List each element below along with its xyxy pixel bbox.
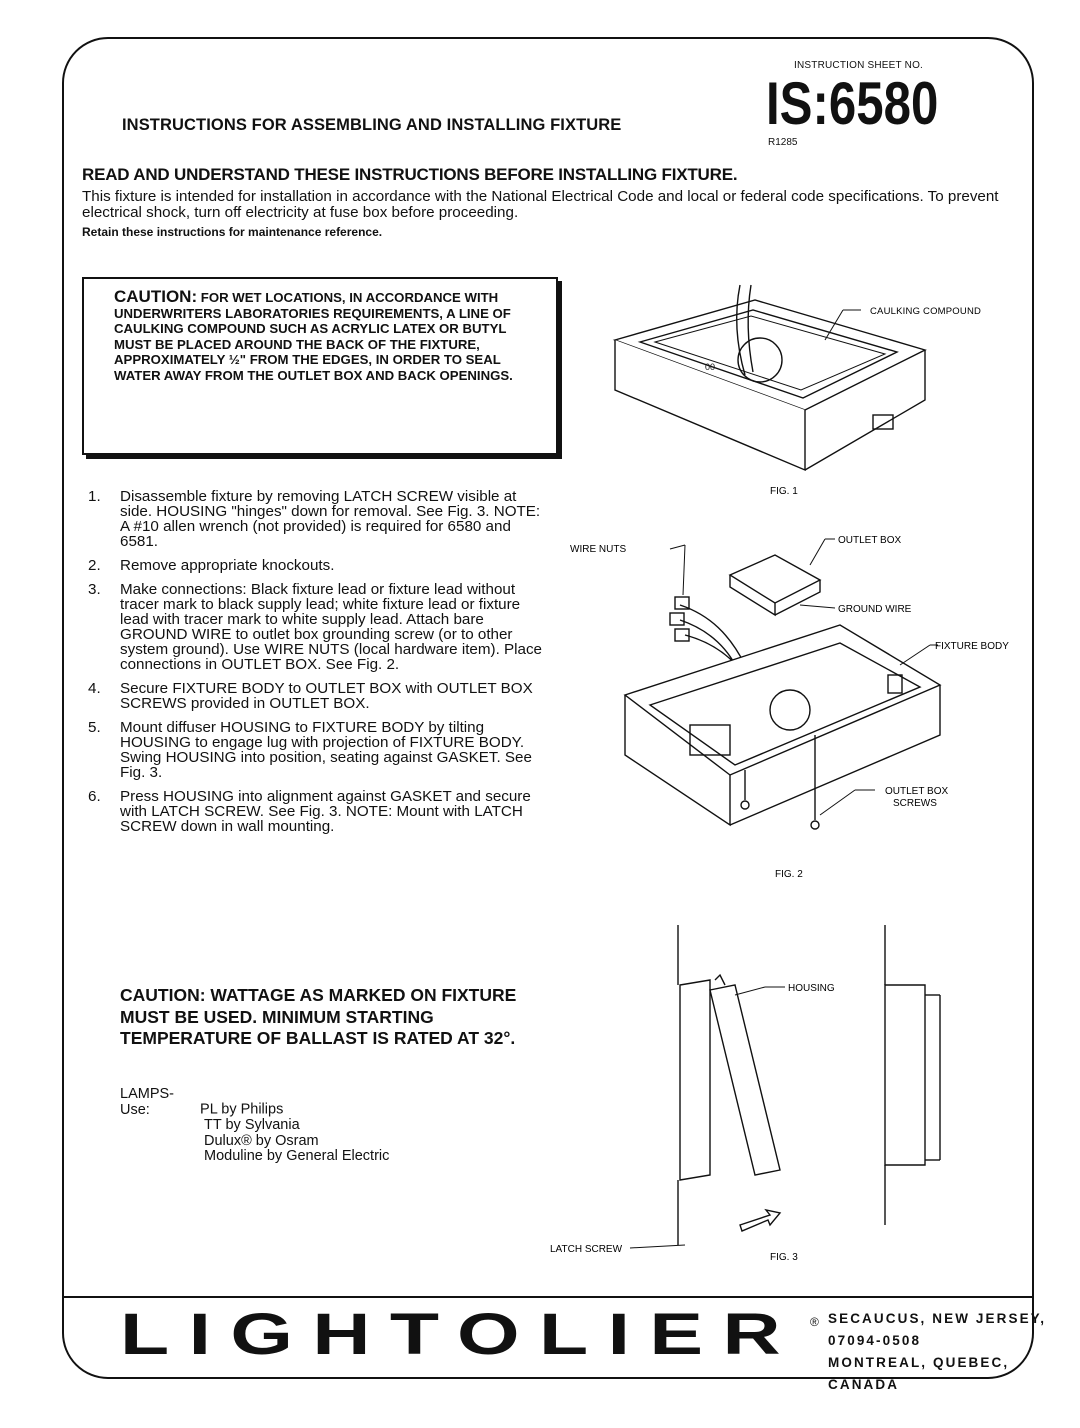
caution-box-text: [114, 289, 544, 383]
lamp-item: TT by Sylvania: [204, 1117, 300, 1133]
figure-1: [585, 280, 1030, 495]
figure-3: [530, 925, 960, 1275]
step-text: Make connections: Black fixture lead or fixture lead without tracer mark to black supply lead; white fixture lead or fixture lead with tracer mark to white supply lead. Attach bare GROUND WIRE to outlet box grounding screw (or to other system ground). Use WIRE NUTS (local hardware item). Place connections in OUTLET BOX. See Fig. 2.: [120, 581, 542, 673]
fixture-body-label: FIXTURE BODY: [935, 641, 1009, 652]
step-text: Press HOUSING into alignment against GASKET and secure with LATCH SCREW. See Fig. 3. NOTE: Mount with LATCH SCREW down in wall mounting.: [120, 788, 531, 835]
svg-text:00: 00: [705, 362, 716, 372]
footer-divider: [62, 1296, 1034, 1298]
ground-wire-label: GROUND WIRE: [838, 604, 912, 615]
sheet-number-label: INSTRUCTION SHEET NO.: [794, 60, 924, 71]
company-address: [828, 1308, 1080, 1396]
fig1-caption: FIG. 1: [770, 486, 798, 495]
outlet-box-label: OUTLET BOX: [838, 535, 902, 546]
lamp-item: PL by Philips: [200, 1101, 284, 1118]
step-item: [88, 681, 548, 711]
step-number: 6.: [88, 788, 101, 805]
steps-list: [88, 489, 548, 843]
lamp-item: Moduline by General Electric: [204, 1148, 390, 1164]
fig3-caption: FIG. 3: [770, 1252, 798, 1263]
outlet-box-screws-label-2: SCREWS: [893, 798, 937, 809]
step-text: Secure FIXTURE BODY to OUTLET BOX with OUTLET BOX SCREWS provided in OUTLET BOX.: [120, 680, 533, 712]
step-item: [88, 720, 548, 780]
step-number: 2.: [88, 557, 101, 574]
intro-paragraph: This fixture is intended for installation in accordance with the National Electrical Code and local or federal code specifications. To prevent electrical shock, turn off electricity at fuse box before proceeding.: [82, 188, 999, 221]
housing-label: HOUSING: [788, 983, 835, 994]
step-text: Mount diffuser HOUSING to FIXTURE BODY by tilting HOUSING to engage lug with projection of FIXTURE BODY. Swing HOUSING into position, seating against GASKET. See Fig. 3.: [120, 719, 532, 781]
lamps-list: [120, 1087, 389, 1165]
outlet-box-screws-label: OUTLET BOX: [885, 786, 949, 797]
step-number: 5.: [88, 719, 101, 736]
address-line-1: SECAUCUS, NEW JERSEY, 07094-0508: [828, 1311, 1047, 1348]
step-number: 4.: [88, 680, 101, 697]
caulking-label: CAULKING COMPOUND: [870, 306, 982, 317]
step-text: Remove appropriate knockouts.: [120, 557, 335, 574]
logo-text: LIGHTOLIER: [120, 1306, 800, 1358]
warning-heading: READ AND UNDERSTAND THESE INSTRUCTIONS BEFORE INSTALLING FIXTURE.: [82, 165, 738, 184]
registered-mark: ®: [810, 1315, 819, 1329]
figure-2: [570, 525, 1030, 880]
step-item: [88, 489, 548, 549]
wire-nuts-label: WIRE NUTS: [570, 544, 627, 555]
step-item: [88, 558, 548, 573]
wattage-caution: CAUTION: WATTAGE AS MARKED ON FIXTURE MUST BE USED. MINIMUM STARTING TEMPERATURE OF BALLAST IS RATED AT 32°.: [120, 985, 517, 1048]
address-line-2: MONTREAL, QUEBEC, CANADA: [828, 1355, 1010, 1392]
caution-box-lead: CAUTION:: [114, 287, 198, 306]
sheet-number: IS:6580: [766, 70, 939, 137]
page-title: INSTRUCTIONS FOR ASSEMBLING AND INSTALLING FIXTURE: [122, 116, 622, 134]
step-number: 3.: [88, 581, 101, 598]
fig2-caption: FIG. 2: [775, 869, 803, 880]
lightolier-logo: [120, 1306, 820, 1358]
latch-screw-label: LATCH SCREW: [550, 1244, 623, 1255]
step-number: 1.: [88, 488, 101, 505]
step-item: [88, 582, 548, 672]
caution-box: [82, 277, 558, 455]
step-item: [88, 789, 548, 834]
caution-box-body: FOR WET LOCATIONS, IN ACCORDANCE WITH UNDERWRITERS LABORATORIES REQUIREMENTS, A LINE OF CAULKING COMPOUND SUCH AS ACRYLIC LATEX OR BUTYL MUST BE PLACED AROUND THE BACK OF THE FIXTURE, APPROXIMATELY ½" FROM THE EDGES, IN ORDER TO SEAL WATER AWAY FROM THE OUTLET BOX AND BACK OPENINGS.: [114, 290, 513, 383]
revision-code: R1285: [768, 137, 798, 148]
lamps-label: LAMPS-Use:: [120, 1086, 174, 1118]
lamp-item: Dulux® by Osram: [204, 1132, 319, 1149]
retain-note: Retain these instructions for maintenance reference.: [82, 225, 383, 239]
step-text: Disassemble fixture by removing LATCH SCREW visible at side. HOUSING "hinges" down for removal. See Fig. 3. NOTE: A #10 allen wrench (not provided) is required for 6580 and 6581.: [120, 488, 541, 550]
